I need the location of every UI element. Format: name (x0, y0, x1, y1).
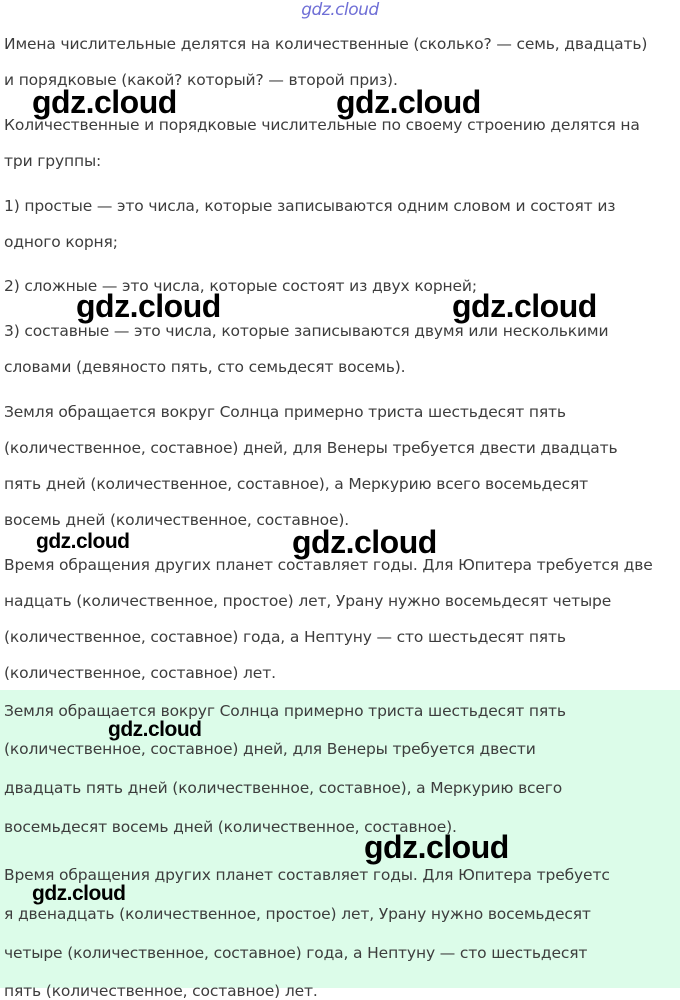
answer-line: я двенадцать (количественное, простое) лет, Урану нужно восемьдесят (4, 905, 591, 923)
answer-line: пять (количественное, составное) лет. (4, 982, 318, 1000)
header-watermark: gdz.cloud (301, 0, 379, 20)
text-line: словами (девяносто пять, сто семьдесят восемь). (4, 358, 406, 376)
text-line: надцать (количественное, простое) лет, Урану нужно восемьдесят четыре (4, 592, 612, 610)
watermark: gdz.cloud (32, 84, 177, 120)
text-line: одного корня; (4, 233, 118, 251)
text-line: пять дней (количественное, составное), а Меркурию всего восемьдесят (4, 475, 589, 493)
text-line: 2) сложные — это числа, которые состоят из двух корней; (4, 277, 477, 295)
answer-line: Земля обращается вокруг Солнца примерно триста шестьдесят пять (4, 702, 566, 720)
text-line: Количественные и порядковые числительные по своему строению делятся на (4, 116, 640, 134)
watermark: gdz.cloud (108, 718, 202, 741)
text-line: Земля обращается вокруг Солнца примерно триста шестьдесят пять (4, 403, 566, 421)
answer-line: двадцать пять дней (количественное, составное), а Меркурию всего (4, 779, 563, 797)
watermark: gdz.cloud (452, 288, 597, 324)
watermark: gdz.cloud (36, 530, 130, 553)
watermark: gdz.cloud (32, 882, 126, 905)
answer-line: четыре (количественное, составное) года, а Нептуну — сто шестьдесят (4, 944, 588, 962)
answer-line: (количественное, составное) дней, для Венеры требуется двести (4, 740, 536, 758)
watermark: gdz.cloud (292, 524, 437, 560)
text-line: (количественное, составное) года, а Нептуну — сто шестьдесят пять (4, 628, 566, 646)
text-line: и порядковые (какой? который? — второй приз). (4, 71, 398, 89)
text-line: 1) простые — это числа, которые записываются одним словом и состоят из (4, 197, 616, 215)
watermark: gdz.cloud (364, 829, 509, 865)
text-line: 3) составные — это числа, которые записываются двумя или несколькими (4, 322, 609, 340)
watermark: gdz.cloud (76, 288, 221, 324)
text-line: Имена числительные делятся на количественные (сколько? — семь, двадцать) (4, 35, 648, 53)
watermark: gdz.cloud (336, 84, 481, 120)
text-line: (количественное, составное) лет. (4, 664, 276, 682)
answer-line: Время обращения других планет составляет годы. Для Юпитера требуетс (4, 866, 610, 884)
answer-line: восемьдесят восемь дней (количественное, составное). (4, 818, 457, 836)
text-line: Время обращения других планет составляет годы. Для Юпитера требуется две (4, 556, 653, 574)
text-line: три группы: (4, 152, 102, 170)
text-line: (количественное, составное) дней, для Венеры требуется двести двадцать (4, 439, 618, 457)
text-line: восемь дней (количественное, составное). (4, 511, 350, 529)
